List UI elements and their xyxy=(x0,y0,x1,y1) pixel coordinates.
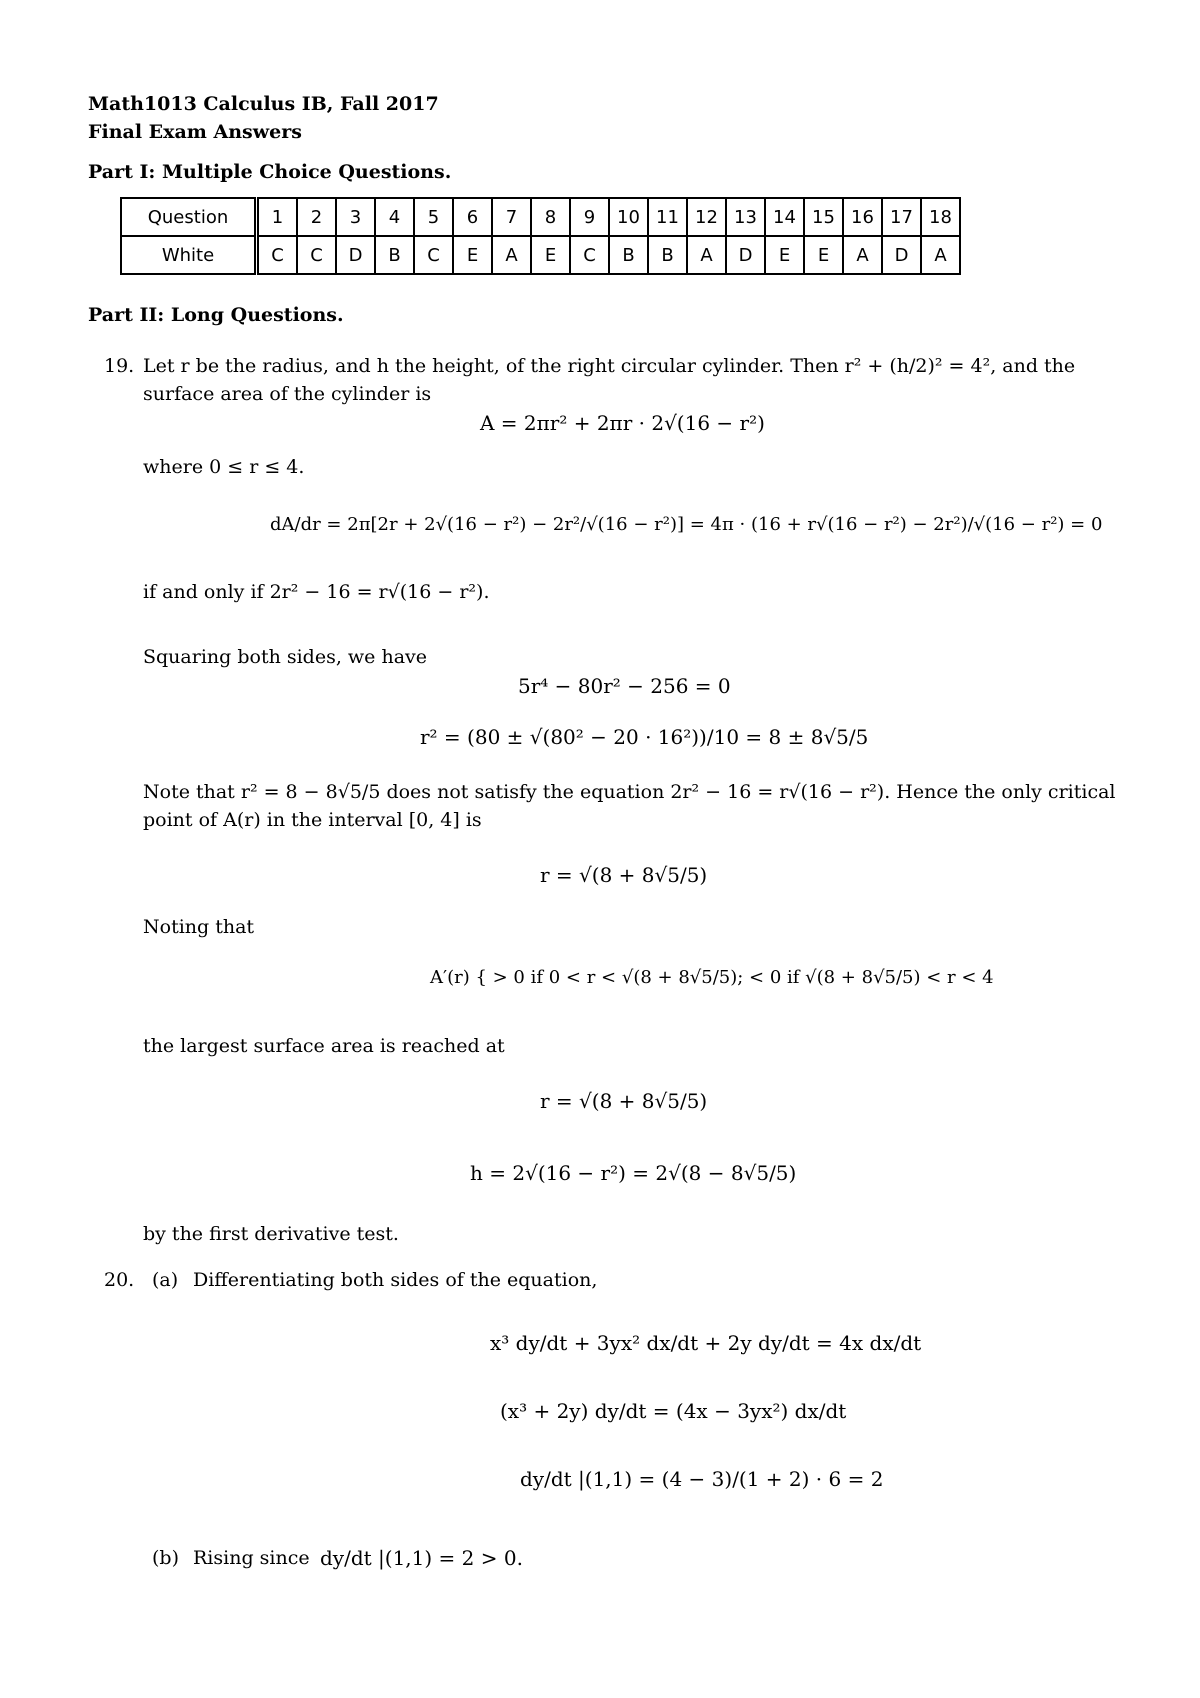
question-number: 16 xyxy=(843,198,882,236)
question-number: 15 xyxy=(804,198,843,236)
q19-note-line2: point of A(r) in the interval [0, 4] is xyxy=(143,809,482,831)
answer-row xyxy=(121,236,960,274)
answer-cell: D xyxy=(726,236,765,274)
answer-cell: C xyxy=(414,236,453,274)
answer-cell: A xyxy=(492,236,531,274)
q19-critical-point: r = √(8 + 8√5/5) xyxy=(540,863,708,887)
question-number: 9 xyxy=(570,198,609,236)
question-number: 7 xyxy=(492,198,531,236)
q19-domain: where 0 ≤ r ≤ 4. xyxy=(143,456,305,478)
answer-cell: B xyxy=(609,236,648,274)
question-number: 10 xyxy=(609,198,648,236)
question-number: 6 xyxy=(453,198,492,236)
q19-conclusion: by the first derivative test. xyxy=(143,1223,399,1245)
q19-note-line1: Note that r² = 8 − 8√5/5 does not satisfy the equation 2r² − 16 = r√(16 − r²). Hence the only critical xyxy=(143,781,1116,803)
question-number: 4 xyxy=(375,198,414,236)
q19-sign-chart: A′(r) { > 0 if 0 < r < √(8 + 8√5/5); < 0 if √(8 + 8√5/5) < r < 4 xyxy=(430,967,994,988)
part2-heading: Part II: Long Questions. xyxy=(88,304,344,326)
q19-noting-text: Noting that xyxy=(143,916,255,938)
answer-cell: D xyxy=(882,236,921,274)
question-number: 12 xyxy=(687,198,726,236)
q20-part-a-text: Differentiating both sides of the equation, xyxy=(193,1269,598,1291)
question-number: 13 xyxy=(726,198,765,236)
q20-part-a-label: (a) xyxy=(152,1269,179,1291)
q19-optimal-height: h = 2√(16 − r²) = 2√(8 − 8√5/5) xyxy=(470,1161,797,1185)
answer-cell: E xyxy=(531,236,570,274)
q19-intro-line1: Let r be the radius, and h the height, of the right circular cylinder. Then r² + (h/2)² = 4², and the xyxy=(143,355,1076,377)
q20-number: 20. xyxy=(104,1269,135,1291)
q19-optimal-radius: r = √(8 + 8√5/5) xyxy=(540,1089,708,1113)
document-subtitle: Final Exam Answers xyxy=(88,121,302,143)
answer-cell: E xyxy=(804,236,843,274)
q19-iff-condition: if and only if 2r² − 16 = r√(16 − r²). xyxy=(143,581,490,603)
q20-part-b-text: Rising since xyxy=(193,1547,310,1569)
question-number: 17 xyxy=(882,198,921,236)
answer-cell: A xyxy=(843,236,882,274)
q20-factored-equation: (x³ + 2y) dy/dt = (4x − 3yx²) dx/dt xyxy=(500,1399,847,1423)
q20-part-b-label: (b) xyxy=(152,1547,179,1569)
answer-cell: E xyxy=(453,236,492,274)
answer-cell: E xyxy=(765,236,804,274)
question-number: 3 xyxy=(336,198,375,236)
question-number: 8 xyxy=(531,198,570,236)
q20-differentiated-equation: x³ dy/dt + 3yx² dx/dt + 2y dy/dt = 4x dx/dt xyxy=(490,1331,922,1355)
q19-quartic-equation: 5r⁴ − 80r² − 256 = 0 xyxy=(518,674,731,698)
answer-cell: C xyxy=(257,236,298,274)
question-number: 11 xyxy=(648,198,687,236)
q19-derivative-equation: dA/dr = 2π[2r + 2√(16 − r²) − 2r²/√(16 − r²)] = 4π · (16 + r√(16 − r²) − 2r²)/√(16 − r²) = 0 xyxy=(270,514,1103,535)
question-number: 5 xyxy=(414,198,453,236)
answer-cell: D xyxy=(336,236,375,274)
question-number: 14 xyxy=(765,198,804,236)
question-number: 2 xyxy=(297,198,336,236)
question-number: 18 xyxy=(921,198,960,236)
question-number: 1 xyxy=(257,198,298,236)
q20-part-b-equation: dy/dt |(1,1) = 2 > 0. xyxy=(320,1546,523,1570)
answer-cell: B xyxy=(648,236,687,274)
answer-cell: B xyxy=(375,236,414,274)
answer-cell: A xyxy=(921,236,960,274)
answer-cell: C xyxy=(297,236,336,274)
answer-row-label: White xyxy=(121,236,257,274)
q19-number: 19. xyxy=(104,355,135,377)
question-row-label: Question xyxy=(121,198,257,236)
q19-squaring-text: Squaring both sides, we have xyxy=(143,646,428,668)
part1-heading: Part I: Multiple Choice Questions. xyxy=(88,161,452,183)
q19-area-equation: A = 2πr² + 2πr · 2√(16 − r²) xyxy=(480,411,765,435)
answer-cell: C xyxy=(570,236,609,274)
q19-largest-text: the largest surface area is reached at xyxy=(143,1035,505,1057)
q20-evaluated-derivative: dy/dt |(1,1) = (4 − 3)/(1 + 2) · 6 = 2 xyxy=(520,1467,884,1491)
q19-intro-line2: surface area of the cylinder is xyxy=(143,383,432,405)
q19-quadratic-solution: r² = (80 ± √(80² − 20 · 16²))/10 = 8 ± 8√5/5 xyxy=(420,725,869,749)
answer-table xyxy=(120,197,961,275)
question-row xyxy=(121,198,960,236)
answer-cell: A xyxy=(687,236,726,274)
document-title: Math1013 Calculus IB, Fall 2017 xyxy=(88,93,439,115)
